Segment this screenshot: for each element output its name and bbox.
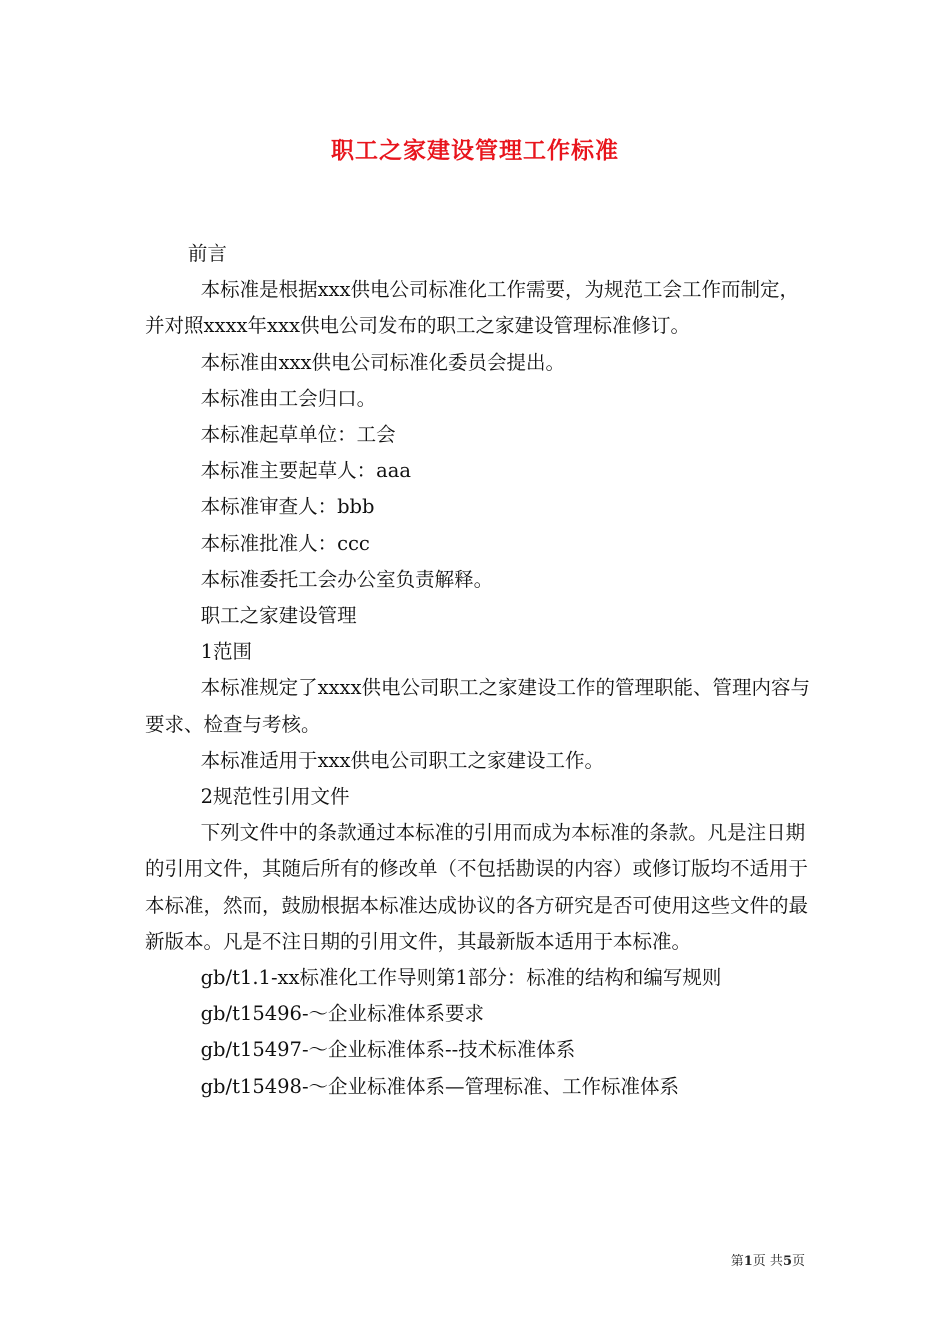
paragraph-preface: 前言 bbox=[187, 242, 227, 265]
reference-item: gb/t15497-～企业标准体系--技术标准体系 bbox=[200, 1038, 576, 1062]
paragraph: 本标准主要起草人：aaa bbox=[200, 459, 411, 483]
reference-item: gb/t15498-～企业标准体系—管理标准、工作标准体系 bbox=[200, 1074, 680, 1098]
paragraph: 本标准审查人：bbb bbox=[200, 495, 375, 519]
reference-item: gb/t15496-～企业标准体系要求 bbox=[200, 1002, 485, 1026]
reference-item: gb/t1.1-xx标准化工作导则第1部分：标准的结构和编写规则 bbox=[200, 966, 722, 990]
section-heading: 1范围 bbox=[200, 640, 252, 664]
footer-total-pages: 5 bbox=[782, 1254, 792, 1269]
footer-suffix: 页 bbox=[791, 1254, 805, 1269]
paragraph: 本标准委托工会办公室负责解释。 bbox=[200, 567, 494, 591]
paragraph: 本标准规定了xxxx供电公司职工之家建设工作的管理职能、管理内容与要求、检查与考核。 bbox=[145, 676, 811, 736]
document-body bbox=[145, 236, 815, 1105]
footer-middle: 页 共 bbox=[752, 1254, 783, 1269]
section-heading: 职工之家建设管理 bbox=[200, 604, 357, 628]
paragraph: 本标准由xxx供电公司标准化委员会提出。 bbox=[200, 350, 566, 374]
footer-prefix: 第 bbox=[730, 1254, 744, 1269]
paragraph: 下列文件中的条款通过本标准的引用而成为本标准的条款。凡是注日期的引用文件，其随后所有的修改单（不包括勘误的内容）或修订版均不适用于本标准，然而，鼓励根据本标准达成协议的各方研究是否可使用这些文件的最新版本。凡是不注日期的引用文件，其最新版本适用于本标准。 bbox=[145, 821, 809, 953]
paragraph: 本标准起草单位：工会 bbox=[200, 423, 396, 447]
document-title: 职工之家建设管理工作标准 bbox=[331, 137, 619, 164]
page-footer bbox=[731, 1250, 805, 1269]
section-heading: 2规范性引用文件 bbox=[200, 785, 350, 809]
paragraph: 本标准是根据xxx供电公司标准化工作需要，为规范工会工作而制定，并对照xxxx年xxx供电公司发布的职工之家建设管理标准修订。 bbox=[145, 278, 800, 338]
paragraph: 本标准由工会归口。 bbox=[200, 386, 377, 410]
footer-current-page: 1 bbox=[743, 1254, 753, 1269]
paragraph: 本标准批准人：ccc bbox=[200, 531, 370, 555]
paragraph: 本标准适用于xxx供电公司职工之家建设工作。 bbox=[200, 748, 605, 772]
